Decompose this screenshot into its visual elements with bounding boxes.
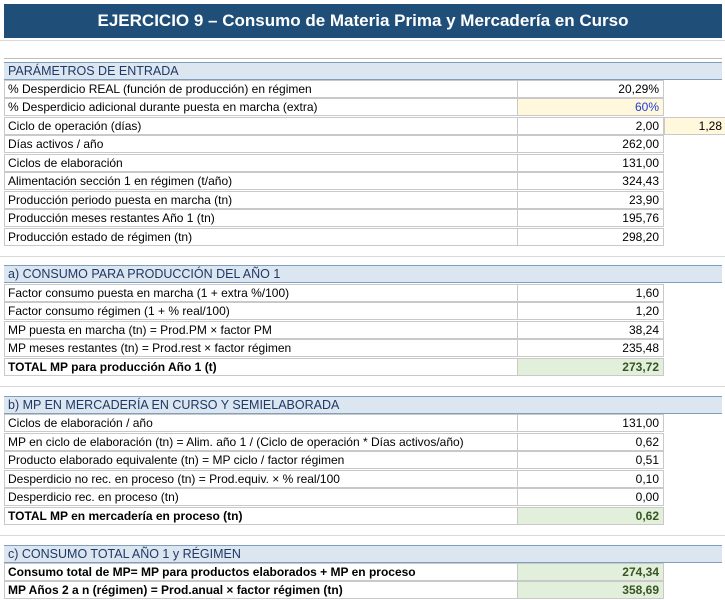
row-value-cell[interactable]: 2,00 [517, 117, 664, 135]
row-value-cell[interactable]: 23,90 [517, 191, 664, 209]
row-label: Ciclos de elaboración / año [4, 414, 517, 432]
row-label: Alimentación sección 1 en régimen (t/año) [4, 172, 517, 190]
row-label: % Desperdicio adicional durante puesta en marcha (extra) [4, 98, 517, 116]
sheet-title: EJERCICIO 9 – Consumo de Materia Prima y Mercadería en Curso [4, 4, 722, 38]
row-label: Producción meses restantes Año 1 (tn) [4, 209, 517, 227]
row-value-cell[interactable]: 298,20 [517, 228, 664, 246]
row-value-cell[interactable]: 358,69 [517, 581, 664, 599]
extra-value-cell[interactable]: 1,28 [664, 117, 725, 135]
row-value-cell[interactable]: 274,34 [517, 563, 664, 581]
row-label: Días activos / año [4, 135, 517, 153]
row-value-cell[interactable]: 1,20 [517, 302, 664, 320]
row-label: MP en ciclo de elaboración (tn) = Alim. año 1 / (Ciclo de operación * Días activos/año) [4, 433, 517, 451]
divider [4, 58, 722, 59]
row-value-cell[interactable]: 0,62 [517, 507, 664, 525]
row-value-cell[interactable]: 0,10 [517, 470, 664, 488]
row-value-cell[interactable]: 1,60 [517, 284, 664, 302]
row-value-cell[interactable]: 195,76 [517, 209, 664, 227]
row-label: MP puesta en marcha (tn) = Prod.PM × factor PM [4, 321, 517, 339]
row-value-cell[interactable]: 131,00 [517, 414, 664, 432]
section-header-b: b) MP EN MERCADERÍA EN CURSO Y SEMIELABORADA [4, 396, 722, 414]
row-label: Producción estado de régimen (tn) [4, 228, 517, 246]
row-value-cell[interactable]: 60% [517, 98, 664, 116]
row-value-cell[interactable]: 324,43 [517, 172, 664, 190]
row-label: MP meses restantes (tn) = Prod.rest × factor régimen [4, 339, 517, 357]
row-label: Consumo total de MP= MP para productos elaborados + MP en proceso [4, 563, 517, 581]
row-value-cell[interactable]: 235,48 [517, 339, 664, 357]
row-value-cell[interactable]: 0,00 [517, 488, 664, 506]
row-value-cell[interactable]: 0,62 [517, 433, 664, 451]
row-value-cell[interactable]: 131,00 [517, 154, 664, 172]
row-label: Desperdicio rec. en proceso (tn) [4, 488, 517, 506]
row-label: Desperdicio no rec. en proceso (tn) = Prod.equiv. × % real/100 [4, 470, 517, 488]
row-value-cell[interactable]: 20,29% [517, 80, 664, 98]
row-label: Factor consumo régimen (1 + % real/100) [4, 302, 517, 320]
row-label: TOTAL MP en mercadería en proceso (tn) [4, 507, 517, 525]
section-header-a: a) CONSUMO PARA PRODUCCIÓN DEL AÑO 1 [4, 265, 722, 283]
row-label: Ciclos de elaboración [4, 154, 517, 172]
row-value-cell[interactable]: 0,51 [517, 451, 664, 469]
row-label: MP Años 2 a n (régimen) = Prod.anual × factor régimen (tn) [4, 581, 517, 599]
row-label: TOTAL MP para producción Año 1 (t) [4, 358, 517, 376]
row-label: Producto elaborado equivalente (tn) = MP ciclo / factor régimen [4, 451, 517, 469]
row-value-cell[interactable]: 38,24 [517, 321, 664, 339]
row-value-cell[interactable]: 273,72 [517, 358, 664, 376]
row-label: Producción periodo puesta en marcha (tn) [4, 191, 517, 209]
row-value-cell[interactable]: 262,00 [517, 135, 664, 153]
row-label: Factor consumo puesta en marcha (1 + extra %/100) [4, 284, 517, 302]
row-label: Ciclo de operación (días) [4, 117, 517, 135]
row-label: % Desperdicio REAL (función de producción) en régimen [4, 80, 517, 98]
section-header-c: c) CONSUMO TOTAL AÑO 1 y RÉGIMEN [4, 545, 722, 563]
section-header-parametros: PARÁMETROS DE ENTRADA [4, 62, 722, 80]
